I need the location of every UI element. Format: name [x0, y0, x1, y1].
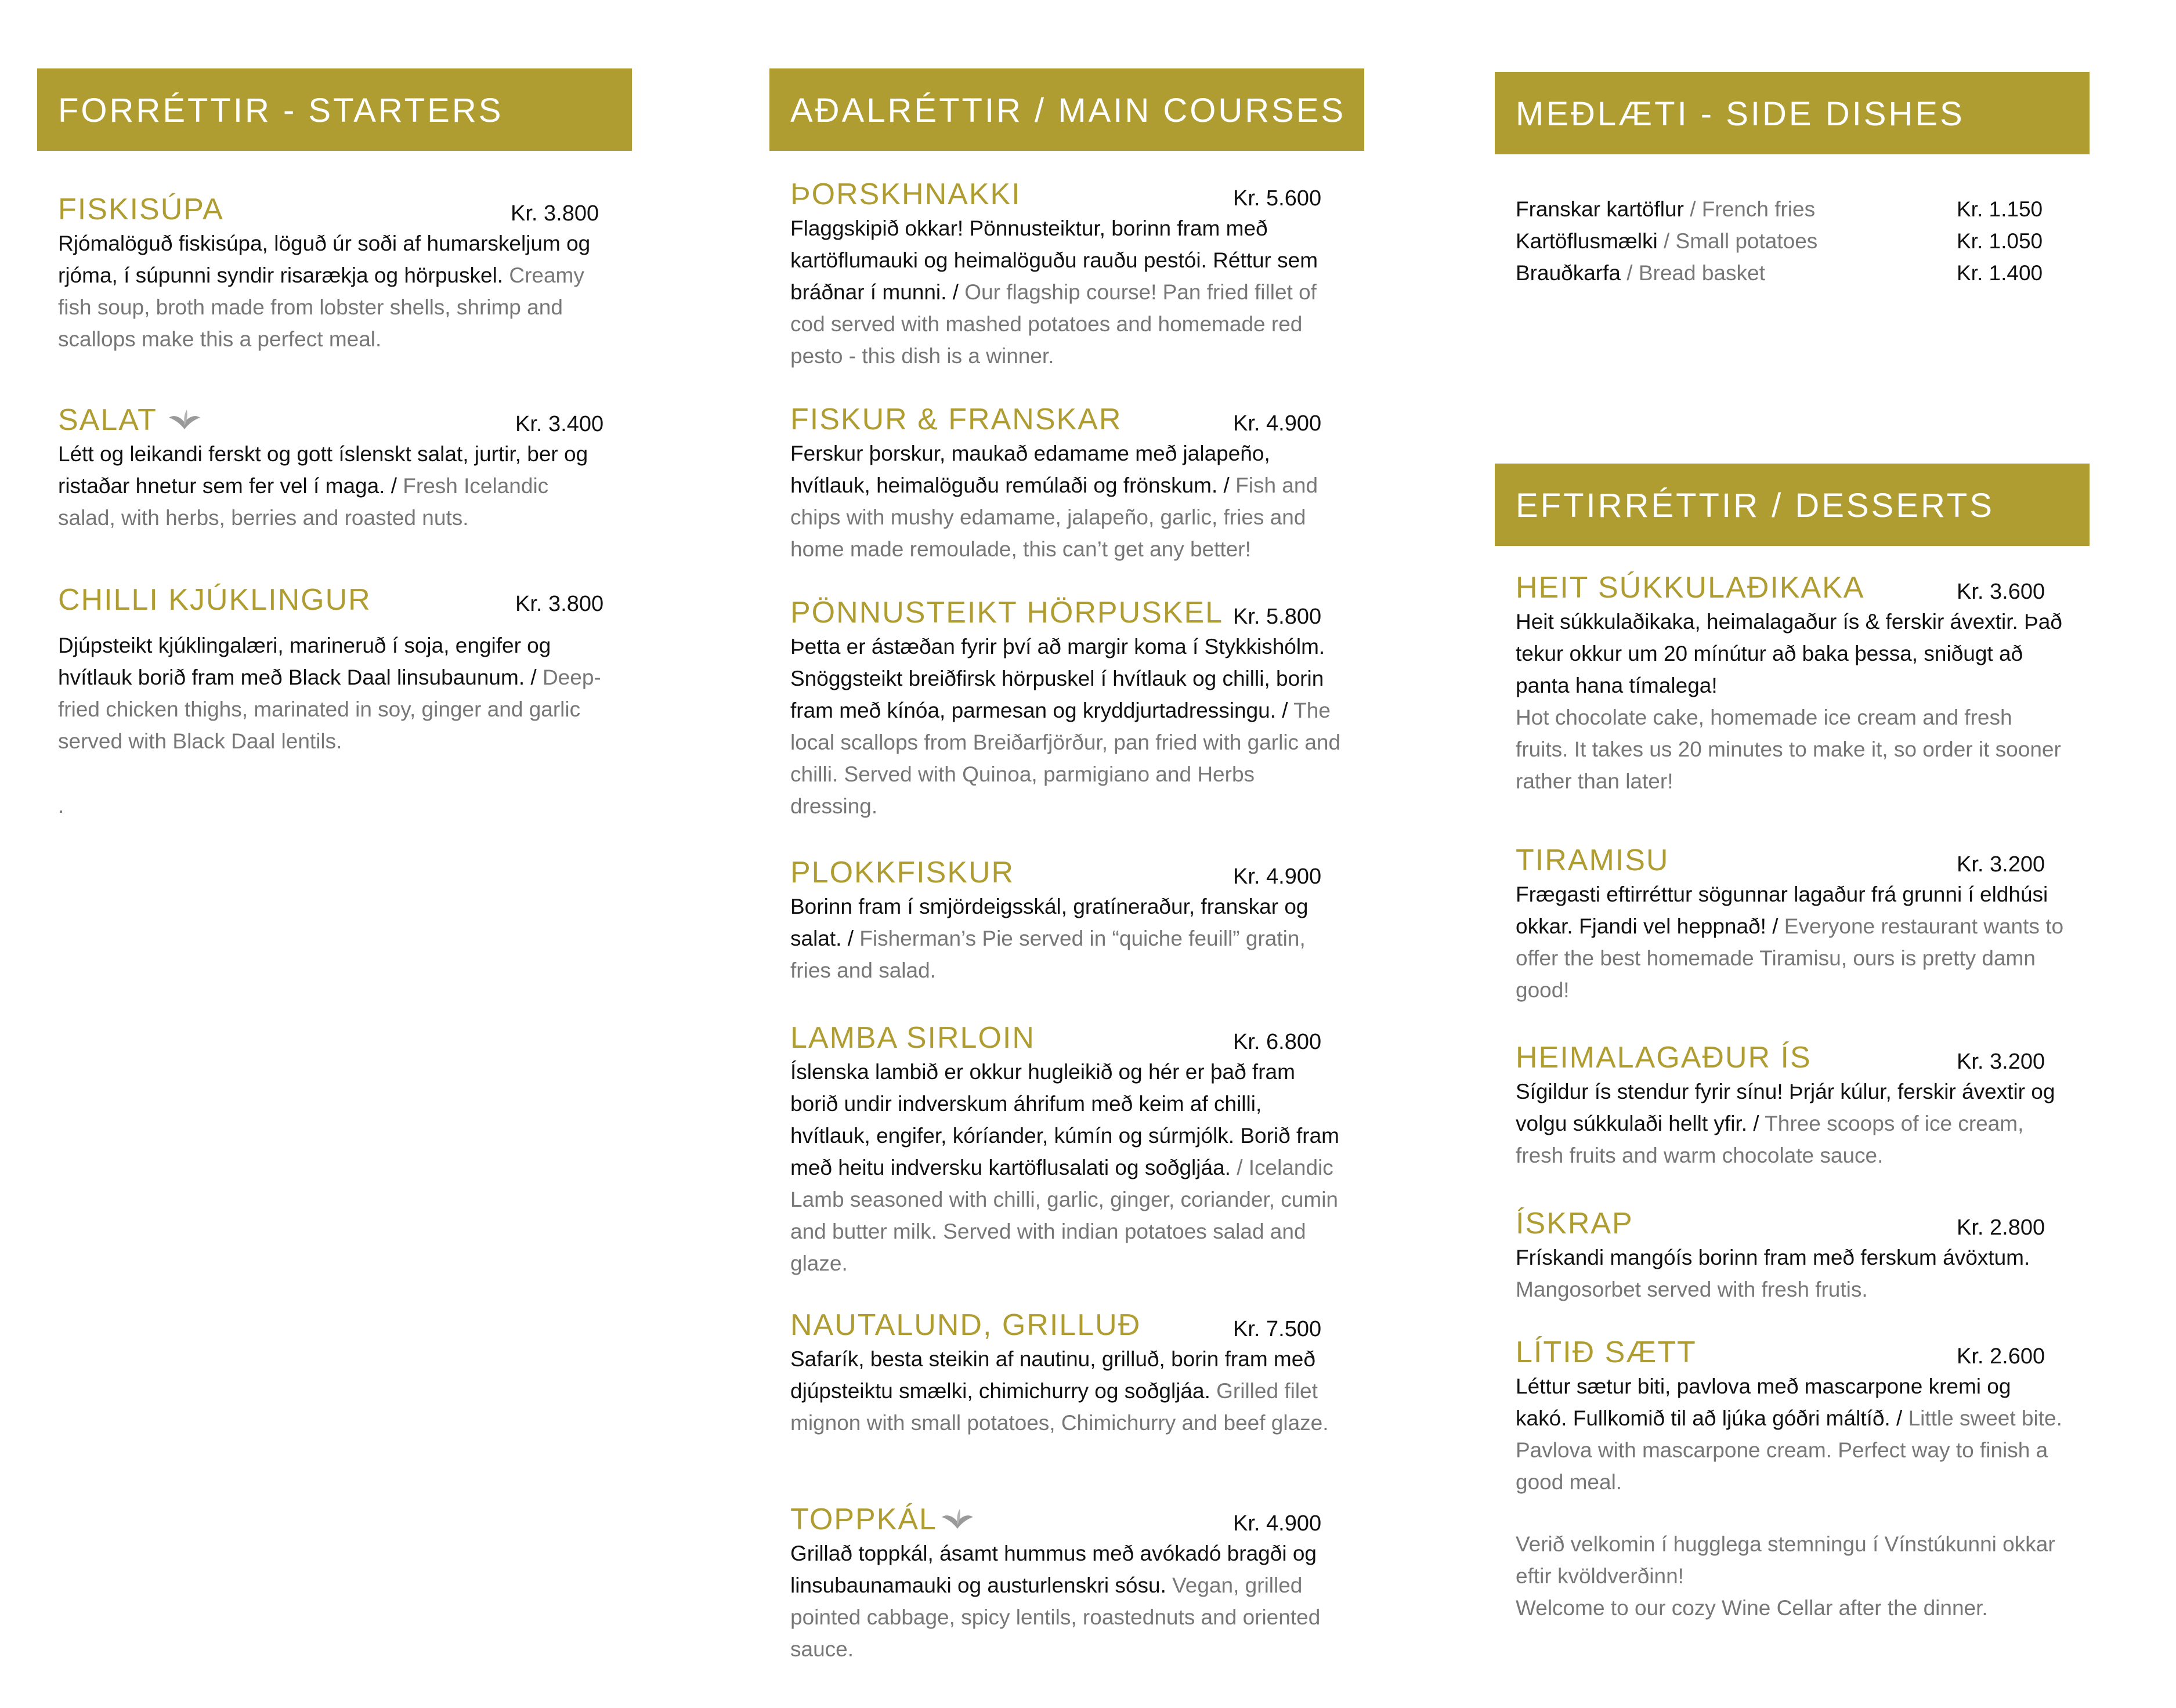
side-dish-row	[1516, 257, 2067, 289]
item-name: FISKUR & FRANSKAR	[790, 403, 1122, 436]
welcome-en: Welcome to our cozy Wine Cellar after the dinner.	[1516, 1596, 1988, 1620]
description-is: Frægasti eftirréttur sögunnar lagaður frá grunni í eldhúsi okkar. Fjandi vel heppnað! /	[1516, 882, 2048, 938]
side-name-is: Brauðkarfa	[1516, 261, 1621, 285]
trailing-dot: .	[58, 794, 64, 817]
menu-item	[1516, 1206, 2067, 1305]
side-price: Kr. 1.050	[1957, 229, 2043, 253]
item-price: Kr. 4.900	[1233, 864, 1322, 889]
item-description	[1516, 606, 2067, 797]
description-is: Djúpsteikt kjúklingalæri, marineruð í soja, engifer og hvítlauk borið fram með Black Daal linsubaunum. /	[58, 634, 551, 689]
item-name: PLOKKFISKUR	[790, 856, 1015, 889]
item-price: Kr. 5.600	[1233, 186, 1322, 211]
description-en: Vegan, grilled pointed cabbage, spicy lentils, roastednuts and oriented sauce.	[790, 1573, 1321, 1661]
description-is: Létt og leikandi ferskt og gott íslenskt salat, jurtir, ber og ristaðar hnetur sem fer vel í maga. /	[58, 442, 588, 498]
description-en: Deep-fried chicken thighs, marinated in soy, ginger and garlic served with Black Daal lentils.	[58, 665, 601, 753]
menu-item	[790, 595, 1342, 822]
description-is: Rjómalöguð fiskisúpa, löguð úr soði af humarskeljum og rjóma, í súpunni syndir risarækja og hörpuskel.	[58, 231, 591, 287]
item-description	[1516, 1370, 2067, 1498]
description-is: Flaggskipið okkar! Pönnusteiktur, borinn fram með kartöflumauki og heimalöguðu rauðu pestói. Réttur sem bráðnar í munni. /	[790, 216, 1318, 304]
item-price: Kr. 3.400	[515, 412, 604, 436]
description-en: Little sweet bite. Pavlova with mascarpone cream. Perfect way to finish a good meal.	[1516, 1406, 2062, 1494]
side-separator: /	[1690, 197, 1702, 221]
side-dish-row	[1516, 193, 2067, 225]
side-name-is: Franskar kartöflur	[1516, 197, 1684, 221]
item-name: TIRAMISU	[1516, 844, 1669, 877]
item-description	[58, 227, 609, 355]
description-en: Creamy fish soup, broth made from lobster shells, shrimp and scallops make this a perfect meal.	[58, 263, 584, 351]
mains-header: AÐALRÉTTIR / MAIN COURSES	[769, 68, 1364, 151]
side-separator: /	[1663, 229, 1676, 253]
leaf-icon	[168, 404, 201, 440]
item-description	[58, 438, 609, 534]
sides-header: MEÐLÆTI - SIDE DISHES	[1495, 72, 2090, 154]
menu-item	[790, 1020, 1342, 1279]
leaf-icon	[941, 1503, 974, 1539]
description-is: Ferskur þorskur, maukað edamame með jalapeño, hvítlauk, heimalöguðu remúlaði og frönskum. /	[790, 442, 1270, 497]
item-price: Kr. 3.800	[511, 201, 599, 226]
item-description	[1516, 878, 2067, 1006]
item-name: CHILLI KJÚKLINGUR	[58, 583, 371, 617]
item-name: HEIT SÚKKULAÐIKAKA	[1516, 571, 1865, 605]
item-price: Kr. 7.500	[1233, 1317, 1322, 1341]
menu-item	[790, 855, 1342, 986]
description-en: Our flagship course! Pan fried fillet of cod served with mashed potatoes and homemade red pesto - this dish is a winner.	[790, 280, 1317, 368]
description-is: Íslenska lambið er okkur hugleikið og hér er það fram borið undir indverskum áhrifum með keim af chilli, hvítlauk, engifer, kóríander, kúmín og súrmjólk. Borið fram með heitu indversku kartöflusalati og soðgljáa.	[790, 1060, 1339, 1179]
item-description	[790, 1537, 1342, 1665]
item-name: SALAT	[58, 402, 201, 440]
description-en: / Icelandic Lamb seasoned with chilli, garlic, ginger, coriander, cumin and butter milk. Served with indian potatoes salad and glaze.	[790, 1156, 1338, 1275]
menu-item	[58, 402, 609, 534]
item-name: FISKISÚPA	[58, 193, 224, 226]
description-is: Frískandi mangóís borinn fram með ferskum ávöxtum.	[1516, 1246, 2030, 1269]
item-name: TOPPKÁL	[790, 1501, 974, 1539]
welcome-note	[1516, 1528, 2067, 1624]
item-price: Kr. 3.800	[515, 592, 604, 616]
item-name: LAMBA SIRLOIN	[790, 1021, 1035, 1055]
side-price: Kr. 1.150	[1957, 197, 2043, 221]
side-dish-row	[1516, 225, 2067, 257]
starters-header: FORRÉTTIR - STARTERS	[37, 68, 632, 151]
item-price: Kr. 3.200	[1957, 852, 2045, 877]
side-price: Kr. 1.400	[1957, 261, 2043, 285]
item-price: Kr. 4.900	[1233, 1511, 1322, 1536]
desserts-header: EFTIRRÉTTIR / DESSERTS	[1495, 464, 2090, 546]
item-name: NAUTALUND, GRILLUÐ	[790, 1308, 1141, 1342]
item-name: ÞORSKHNAKKI	[790, 178, 1021, 211]
description-is: Borinn fram í smjördeigsskál, gratíneraður, franskar og salat. /	[790, 895, 1309, 950]
item-name: HEIMALAGAÐUR ÍS	[1516, 1041, 1812, 1074]
description-en: Fresh Icelandic salad, with herbs, berries and roasted nuts.	[58, 474, 549, 530]
side-name-en: Bread basket	[1638, 261, 1765, 285]
item-price: Kr. 2.600	[1957, 1344, 2045, 1369]
item-description	[790, 1056, 1342, 1279]
item-description	[790, 437, 1342, 565]
side-name-en: French fries	[1701, 197, 1816, 221]
description-en: Three scoops of ice cream, fresh fruits and warm chocolate sauce.	[1516, 1112, 2024, 1167]
menu-item	[1516, 842, 2067, 1006]
welcome-is: Verið velkomin í hugglega stemningu í Vínstúkunni okkar eftir kvöldverðinn!	[1516, 1532, 2055, 1588]
menu-item	[790, 1307, 1342, 1439]
menu-item	[1516, 1040, 2067, 1171]
item-description	[790, 891, 1342, 986]
item-price: Kr. 3.600	[1957, 580, 2045, 604]
description-is: Heit súkkulaðikaka, heimalagaður ís & ferskir ávextir. Það tekur okkur um 20 mínútur að baka þessa, sniðugt að panta hana tímalega!	[1516, 610, 2062, 697]
item-price: Kr. 4.900	[1233, 411, 1322, 436]
item-description	[790, 212, 1342, 372]
description-is: Þetta er ástæðan fyrir því að margir koma í Stykkishólm. Snöggsteikt breiðfirsk hörpuskel í hvítlauk og chilli, borin fram með kínóa, parmesan og kryddjurtadressingu. /	[790, 635, 1325, 722]
menu-item	[58, 191, 609, 355]
description-is: Léttur sætur biti, pavlova með mascarpone kremi og kakó. Fullkomið til að ljúka góðri máltíð. /	[1516, 1374, 2011, 1430]
menu-item	[58, 582, 609, 757]
description-en: Mangosorbet served with fresh frutis.	[1516, 1278, 1868, 1301]
menu-item	[790, 1501, 1342, 1665]
side-separator: /	[1626, 261, 1639, 285]
description-en: Fish and chips with mushy edamame, jalapeño, garlic, fries and home made remoulade, this can’t get any better!	[790, 473, 1318, 561]
side-name-en: Small potatoes	[1675, 229, 1818, 253]
description-is: Safarík, besta steikin af nautinu, grilluð, borin fram með djúpsteiktu smælki, chimichurry og soðgljáa.	[790, 1347, 1315, 1403]
side-name-is: Kartöflusmælki	[1516, 229, 1658, 253]
description-is: Grillað toppkál, ásamt hummus með avókadó bragði og linsubaunamauki og austurlenskri sósu.	[790, 1541, 1317, 1597]
item-name: ÍSKRAP	[1516, 1207, 1633, 1240]
item-price: Kr. 2.800	[1957, 1215, 2045, 1240]
description-en: Hot chocolate cake, homemade ice cream and fresh fruits. It takes us 20 minutes to make it, so order it sooner rather than later!	[1516, 705, 2061, 793]
item-name: LÍTIÐ SÆTT	[1516, 1336, 1697, 1369]
menu-item	[1516, 570, 2067, 797]
description-en: Grilled filet mignon with small potatoes, Chimichurry and beef glaze.	[790, 1379, 1329, 1435]
item-price: Kr. 6.800	[1233, 1030, 1322, 1054]
item-description	[1516, 1242, 2067, 1305]
menu-item	[790, 176, 1342, 372]
item-price: Kr. 3.200	[1957, 1050, 2045, 1074]
item-description	[1516, 1076, 2067, 1171]
item-description	[790, 1343, 1342, 1439]
item-name: PÖNNUSTEIKT HÖRPUSKEL	[790, 596, 1224, 629]
description-is: Sígildur ís stendur fyrir sínu! Þrjár kúlur, ferskir ávextir og volgu súkkulaði hellt yfir. /	[1516, 1080, 2055, 1135]
description-en: Fisherman’s Pie served in “quiche feuill” gratin, fries and salad.	[790, 927, 1306, 982]
description-en: Everyone restaurant wants to offer the best homemade Tiramisu, ours is pretty damn good!	[1516, 914, 2064, 1002]
menu-item	[790, 401, 1342, 565]
item-description	[58, 629, 609, 757]
description-en: The local scallops from Breiðarfjörður, pan fried with garlic and chilli. Served with Quinoa, parmigiano and Herbs dressing.	[790, 699, 1341, 818]
item-description	[790, 631, 1342, 822]
item-price: Kr. 5.800	[1233, 605, 1322, 629]
menu-item	[1516, 1334, 2067, 1498]
